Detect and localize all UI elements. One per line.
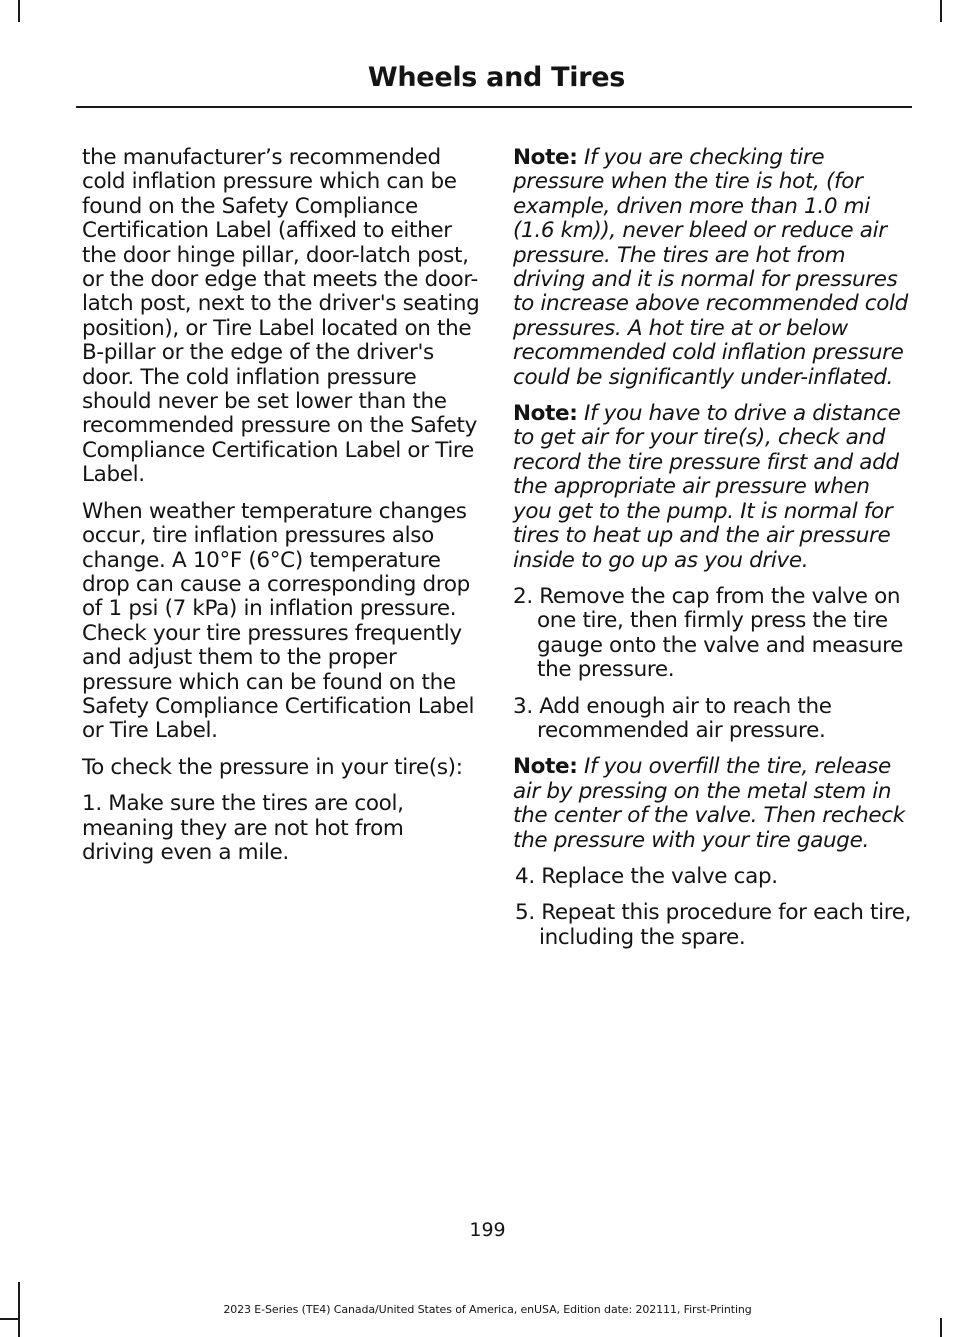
crop-mark-bottom-right [940,1318,942,1337]
paragraph-cold-inflation: the manufacturer’s recommended cold inflation pressure which can be found on the Safety Compliance Certification Label (affixed to either the door hinge pillar, door-latch post, or the door edge that meets the door-latch post, next to the driver's seating position), or Tire Label located on the B-pillar or the edge of the driver's door. The cold inflation pressure should never be set lower than the recommended pressure on the Safety Compliance Certification Label or Tire Label. [82,145,480,488]
paragraph-temperature: When weather temperature changes occur, tire inflation pressures also change. A 10°F (6°C) temperature drop can cause a corresponding drop of 1 psi (7 kPa) in inflation pressure. Check your tire pressures frequently and adjust them to the proper pressure which can be found on the Safety Compliance Certification Label or Tire Label. [82,498,475,744]
step-5: 5. Repeat this procedure for each tire, including the spare. [515,900,912,950]
header-divider [76,106,912,108]
footer-edition: 2023 E-Series (TE4) Canada/United States of America, enUSA, Edition date: 202111, First-Printing [223,1303,752,1316]
step-1: 1. Make sure the tires are cool, meaning they are not hot from driving even a mile. [82,791,404,865]
note-text: If you have to drive a distance to get air for your tire(s), check and record the tire pressure first and add the appropriate air pressure when you get to the pump. It is normal for tires to heat up and the air pressure inside to go up as you drive. [513,401,901,573]
note-text: If you are checking tire pressure when the tire is hot, (for example, driven more than 1.0 mi (1.6 km)), never bleed or reduce air pressure. The tires are hot from driving and it is normal for pressures to increase above recommended cold pressures. A hot tire at or below recommended cold inflation pressure could be significantly under-inflated. [513,145,908,390]
right-column [513,146,913,962]
note-label: Note: [513,401,578,427]
step-2: 2. Remove the cap from the valve on one tire, then firmly press the tire gauge onto the valve and measure the pressure. [513,583,903,683]
page-title: Wheels and Tires [367,62,625,93]
step-4: 4. Replace the valve cap. [515,863,778,889]
left-column [82,146,480,877]
note-text: If you overfill the tire, release air by pressing on the metal stem in the center of the valve. Then recheck the pressure with your tire gauge. [513,754,905,853]
step-3: 3. Add enough air to reach the recommended air pressure. [513,693,832,743]
note-label: Note: [513,754,578,780]
paragraph-check-intro: To check the pressure in your tire(s): [82,754,463,780]
page-number: 199 [469,1219,506,1241]
crop-mark-top-left [18,0,20,22]
note-label: Note: [513,145,578,170]
crop-mark-bottom-left-horizontal [0,1318,20,1320]
note-overfill [513,755,913,853]
note-drive-distance [513,402,913,573]
crop-mark-top-right [940,0,942,22]
note-hot-tire [513,146,913,390]
